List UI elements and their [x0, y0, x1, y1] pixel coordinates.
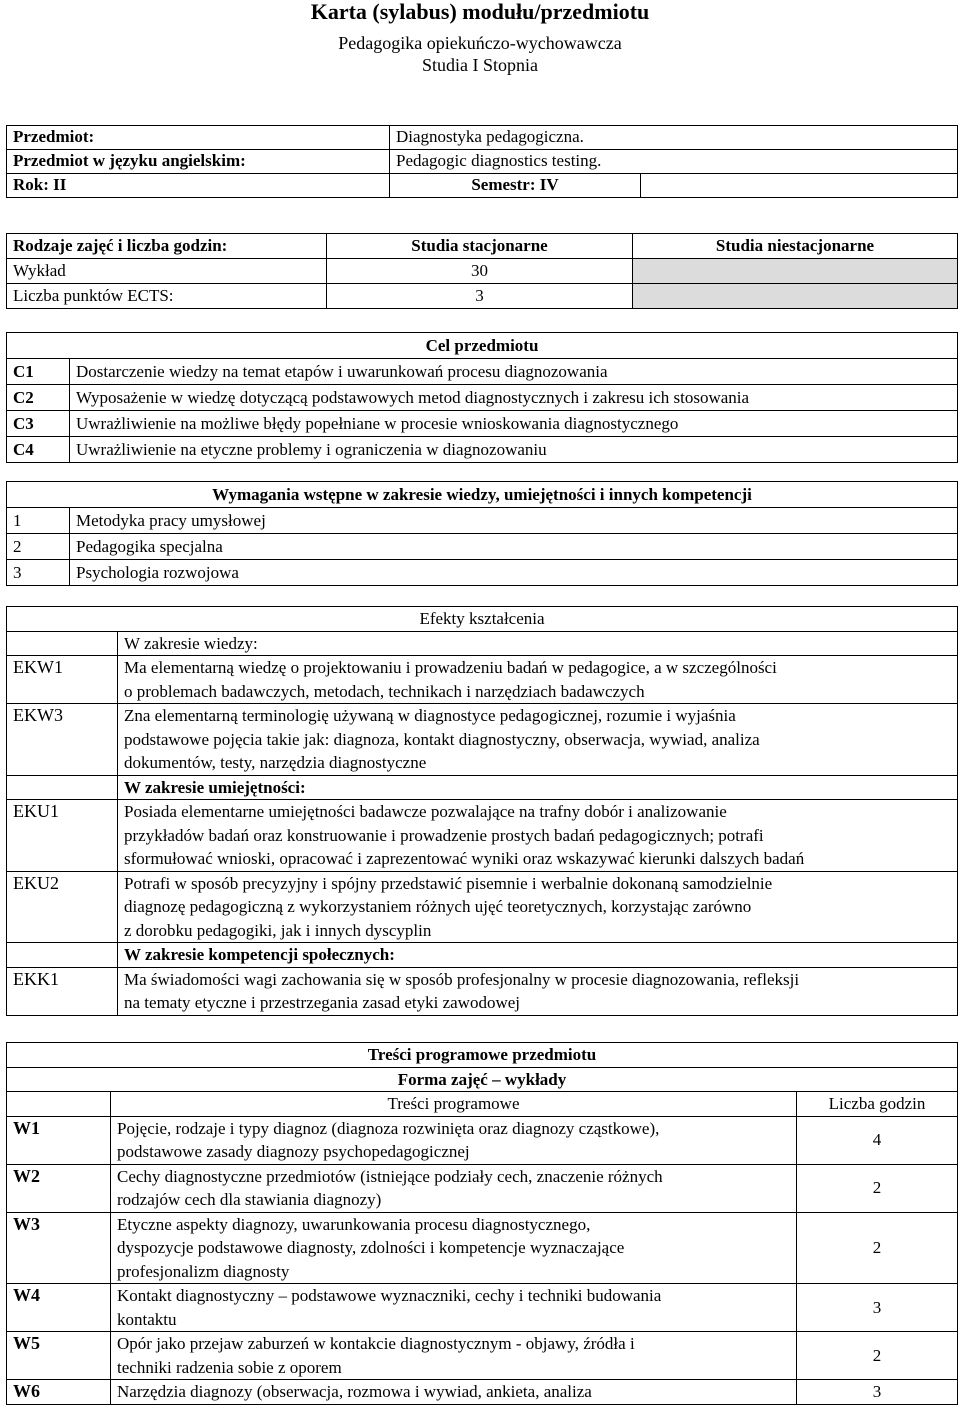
- goal-row: [7, 411, 958, 437]
- content-form: Forma zajęć – wykłady: [7, 1067, 958, 1092]
- content-line: kontaktu: [117, 1309, 177, 1329]
- goal-text: Wyposażenie w wiedzę dotyczącą podstawowych metod diagnostycznych i zakresu ich stosowania: [70, 385, 958, 411]
- goal-code: C3: [7, 411, 70, 437]
- subject-label: Przedmiot:: [7, 126, 390, 150]
- requirements-title-row: [7, 482, 958, 508]
- content-code: W5: [7, 1332, 111, 1380]
- hours-table: [6, 233, 958, 309]
- hours-column-header: Liczba godzin: [797, 1092, 958, 1117]
- knowledge-header: W zakresie wiedzy:: [118, 631, 958, 656]
- content-text: [111, 1380, 797, 1405]
- goal-text: Uwrażliwienie na etyczne problemy i ograniczenia w diagnozowaniu: [70, 437, 958, 463]
- effect-code: EKU2: [7, 871, 118, 943]
- subject-value: Diagnostyka pedagogiczna.: [390, 126, 958, 150]
- lecture-row: [7, 259, 958, 284]
- effect-text: [118, 967, 958, 1015]
- content-line: Narzędzia diagnozy (obserwacja, rozmowa i wywiad, ankieta, analiza: [117, 1382, 592, 1401]
- content-line: Kontakt diagnostyczny – podstawowe wyznaczniki, cechy i techniki budowania: [117, 1286, 662, 1305]
- content-line: Cechy diagnostyczne przedmiotów (istniejące podziały cech, znaczenie różnych: [117, 1166, 663, 1186]
- effect-row: [7, 871, 958, 943]
- effect-row: [7, 800, 958, 872]
- content-code: W1: [7, 1116, 111, 1164]
- content-hours: 2: [797, 1164, 958, 1212]
- effect-code: EKK1: [7, 967, 118, 1015]
- effect-text: [118, 871, 958, 943]
- content-line: profesjonalizm diagnosty: [117, 1261, 290, 1281]
- requirement-number: 1: [7, 508, 70, 534]
- goal-row: [7, 385, 958, 411]
- effect-line: Potrafi w sposób precyzyjny i spójny przedstawić pisemnie i werbalnie dokonaną samodzielnie: [124, 873, 773, 893]
- content-header-row: [7, 1092, 958, 1117]
- content-column-header: Treści programowe: [111, 1092, 797, 1117]
- requirement-number: 2: [7, 534, 70, 560]
- content-line: Pojęcie, rodzaje i typy diagnoz (diagnoza rozwinięta oraz diagnozy cząstkowe),: [117, 1118, 660, 1138]
- goal-text: Uwrażliwienie na możliwe błędy popełniane w procesie wnioskowania diagnostycznego: [70, 411, 958, 437]
- goal-text: Dostarczenie wiedzy na temat etapów i uwarunkowań procesu diagnozowania: [70, 359, 958, 385]
- effect-line: Zna elementarną terminologię używaną w diagnostyce pedagogicznej, rozumie i wyjaśnia: [124, 706, 736, 725]
- effect-row: [7, 704, 958, 776]
- effect-line: Posiada elementarne umiejętności badawcze pozwalające na trafny dobór i analizowanie: [124, 802, 727, 821]
- effect-line: na tematy etyczne i przestrzegania zasad etyki zawodowej: [124, 993, 520, 1012]
- content-hours: 4: [797, 1116, 958, 1164]
- social-header-row: [7, 943, 958, 968]
- effect-text: [118, 800, 958, 872]
- lecture-label: Wykład: [7, 259, 327, 284]
- content-code: W3: [7, 1212, 111, 1284]
- study-level: Studia I Stopnia: [422, 55, 538, 75]
- effects-table: [6, 606, 958, 1016]
- year-label: Rok: II: [7, 174, 390, 198]
- hours-header-label: Rodzaje zajęć i liczba godzin:: [7, 234, 327, 259]
- goal-row: [7, 437, 958, 463]
- subject-row: [7, 126, 958, 150]
- requirement-text: Metodyka pracy umysłowej: [70, 508, 958, 534]
- empty-cell: [641, 174, 958, 198]
- content-line: rodzajów cech dla stawiania diagnozy): [117, 1190, 382, 1209]
- effect-line: przykładów badań oraz konstruowanie i prowadzenie prostych badań pedagogicznych; potrafi: [124, 825, 764, 845]
- full-time-header: Studia stacjonarne: [327, 234, 633, 259]
- content-row: [7, 1284, 958, 1332]
- content-line: podstawowe zasady diagnozy psychopedagogicznej: [117, 1142, 470, 1161]
- effect-line: Ma elementarną wiedzę o projektowaniu i prowadzeniu badań w pedagogice, a w szczególności: [124, 658, 777, 677]
- hours-header-row: [7, 234, 958, 259]
- part-time-header: Studia niestacjonarne: [633, 234, 958, 259]
- semester-label: Semestr: IV: [390, 174, 641, 198]
- content-text: [111, 1332, 797, 1380]
- lecture-part-time: [633, 259, 958, 284]
- english-label: Przedmiot w języku angielskim:: [7, 150, 390, 174]
- requirement-number: 3: [7, 560, 70, 586]
- content-text: [111, 1212, 797, 1284]
- ects-row: [7, 284, 958, 309]
- document-title: Karta (sylabus) modułu/przedmiotu: [310, 0, 650, 24]
- content-line: Etyczne aspekty diagnozy, uwarunkowania procesu diagnostycznego,: [117, 1214, 591, 1234]
- effects-title-row: [7, 607, 958, 632]
- lecture-full-time: 30: [327, 259, 633, 284]
- content-text: [111, 1116, 797, 1164]
- goal-code: C4: [7, 437, 70, 463]
- content-line: techniki radzenia sobie z oporem: [117, 1357, 342, 1377]
- requirement-text: Pedagogika specjalna: [70, 534, 958, 560]
- effects-title: Efekty kształcenia: [7, 607, 958, 632]
- goals-title: Cel przedmiotu: [7, 333, 958, 359]
- content-hours: 2: [797, 1332, 958, 1380]
- empty-code-cell: [7, 943, 118, 968]
- effect-line: o problemach badawczych, metodach, technikach i narzędziach badawczych: [124, 681, 645, 701]
- content-row: [7, 1332, 958, 1380]
- skills-header-row: [7, 775, 958, 800]
- effect-line: dokumentów, testy, narzędzia diagnostyczne: [124, 753, 427, 772]
- content-text: [111, 1164, 797, 1212]
- subject-table: [6, 125, 958, 198]
- goal-code: C1: [7, 359, 70, 385]
- year-semester-row: [7, 174, 958, 198]
- effect-line: podstawowe pojęcia takie jak: diagnoza, kontakt diagnostyczny, obserwacja, wywiad, analiza: [124, 729, 760, 749]
- content-title: Treści programowe przedmiotu: [7, 1043, 958, 1068]
- content-row: [7, 1380, 958, 1405]
- requirement-row: [7, 508, 958, 534]
- content-row: [7, 1212, 958, 1284]
- english-value: Pedagogic diagnostics testing.: [390, 150, 958, 174]
- requirements-table: [6, 481, 958, 586]
- goal-row: [7, 359, 958, 385]
- requirement-text: Psychologia rozwojowa: [70, 560, 958, 586]
- content-title-row: [7, 1043, 958, 1068]
- empty-code-cell: [7, 775, 118, 800]
- content-code: W2: [7, 1164, 111, 1212]
- requirement-row: [7, 534, 958, 560]
- skills-header: W zakresie umiejętności:: [118, 775, 958, 800]
- content-table: [6, 1042, 958, 1405]
- effect-code: EKU1: [7, 800, 118, 872]
- goal-code: C2: [7, 385, 70, 411]
- content-line: dyspozycje podstawowe diagnosty, zdolności i kompetencje wyznaczające: [117, 1238, 625, 1257]
- goals-title-row: [7, 333, 958, 359]
- knowledge-header-row: [7, 631, 958, 656]
- empty-code-cell: [7, 1092, 111, 1117]
- effect-text: [118, 704, 958, 776]
- content-form-row: [7, 1067, 958, 1092]
- content-hours: 3: [797, 1284, 958, 1332]
- content-code: W6: [7, 1380, 111, 1405]
- ects-label: Liczba punktów ECTS:: [7, 284, 327, 309]
- empty-code-cell: [7, 631, 118, 656]
- effect-line: sformułować wnioski, opracować i zaprezentować wyniki oraz wskazywać kierunki dalszych badań: [124, 849, 805, 868]
- program-name: Pedagogika opiekuńczo-wychowawcza: [338, 33, 622, 53]
- content-hours: 3: [797, 1380, 958, 1405]
- effect-text: [118, 656, 958, 704]
- content-row: [7, 1164, 958, 1212]
- effect-line: diagnozę pedagogiczną z wykorzystaniem różnych ujęć teoretycznych, korzystając zarówno: [124, 897, 752, 916]
- effect-code: EKW3: [7, 704, 118, 776]
- content-line: Opór jako przejaw zaburzeń w kontakcie diagnostycznym - objawy, źródła i: [117, 1334, 635, 1353]
- effect-code: EKW1: [7, 656, 118, 704]
- requirement-row: [7, 560, 958, 586]
- content-code: W4: [7, 1284, 111, 1332]
- content-row: [7, 1116, 958, 1164]
- ects-full-time: 3: [327, 284, 633, 309]
- effect-row: [7, 656, 958, 704]
- effect-row: [7, 967, 958, 1015]
- content-hours: 2: [797, 1212, 958, 1284]
- english-row: [7, 150, 958, 174]
- requirements-title: Wymagania wstępne w zakresie wiedzy, umiejętności i innych kompetencji: [7, 482, 958, 508]
- social-header: W zakresie kompetencji społecznych:: [118, 943, 958, 968]
- ects-part-time: [633, 284, 958, 309]
- goals-table: [6, 332, 958, 463]
- effect-line: z dorobku pedagogiki, jak i innych dyscyplin: [124, 920, 432, 940]
- effect-line: Ma świadomości wagi zachowania się w sposób profesjonalny w procesie diagnozowania, refleksji: [124, 969, 800, 989]
- content-text: [111, 1284, 797, 1332]
